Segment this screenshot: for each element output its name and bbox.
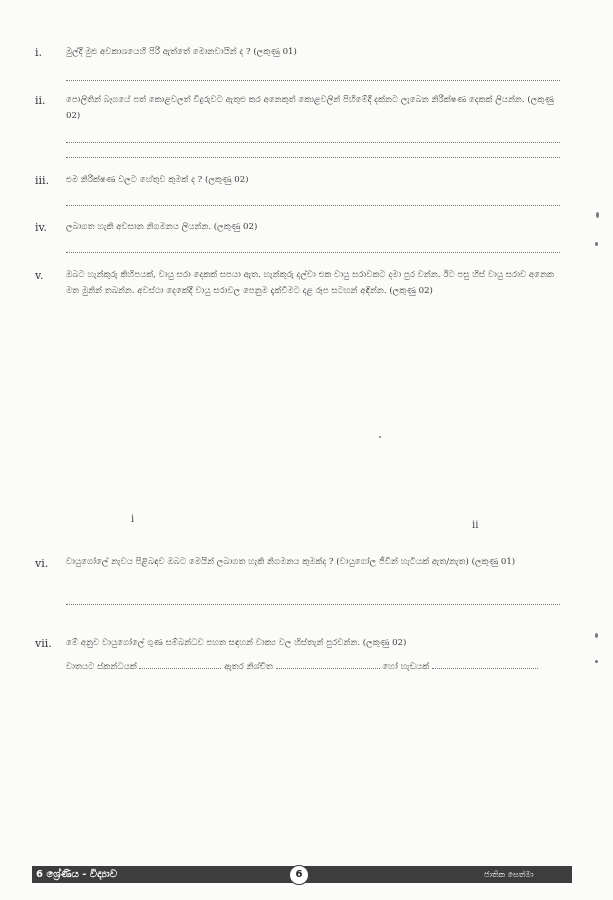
fill-in-part-1: වාතයට ස්කන්ධයක් — [66, 662, 137, 672]
question-v-text: ඔබට හැන්කුරු කිහිපයක්, වායු සරා දෙකක් සපයා ඇත. හැන්කුරු දල්වා එක වායු සරාවකට දමා පුර වන්න. ඊට පසු හිස් වායු සරාව අනෙක මත මුනින් තබන්න. අවස්ථා දෙකේදී වායු සරාවල පෙනුම දැක්විමට දළ රූප සටහන් අඳින්න. (ලකුණු 02) — [66, 270, 554, 296]
question-ii-text: පොලිතින් බෑගයේ පත් කොළවලත් වීදුරුවට ඇතුළු කර අනෙකුත් කොළවලින් පිහිමේදී දක්නට ලැබෙන නිරීක්ෂණ දෙකක් ලියන්න. (ලකුණු 02) — [66, 95, 554, 121]
question-number-vi: vi. — [35, 557, 49, 570]
question-number-i: i. — [35, 46, 43, 59]
scan-speck — [595, 242, 598, 246]
question-iii-text: එම නිරීක්ෂණ වලට හේතුව කුමක් ද ? (ලකුණු 02) — [66, 175, 249, 185]
diagram-label-ii: ii — [472, 520, 479, 531]
question-iv-text: ලබාගත හැකි අවසාන නිගමනය ලියන්න. (ලකුණු 02) — [66, 222, 258, 232]
question-vii-text: මේ අනුව වායුගෝලේ ගුණ සම්බන්ධව පහත සඳහන් වාක්‍ය වල හිස්තැන් පුරවන්න. (ලකුණු 02) — [66, 638, 407, 648]
answer-line-i — [66, 80, 560, 81]
answer-line-iv — [66, 252, 560, 253]
fill-in-blank-1[interactable] — [139, 660, 221, 669]
question-number-ii: ii. — [35, 94, 46, 107]
fill-in-part-3: හෝ හැඩයක් — [382, 662, 430, 672]
fill-in-part-2: ඇතර නිශ්චිත — [224, 662, 273, 672]
fill-in-sentence — [66, 660, 566, 672]
scan-speck — [595, 633, 598, 638]
footer-grade-subject: 6 ශ්‍රේණිය - විද්‍යාව — [36, 869, 118, 880]
scan-speck — [596, 212, 599, 218]
question-number-v: v. — [35, 269, 44, 282]
answer-line-vi — [66, 604, 560, 605]
scan-speck — [379, 436, 381, 438]
question-number-iii: iii. — [35, 174, 50, 187]
fill-in-blank-2[interactable] — [276, 660, 380, 669]
diagram-label-i: i — [131, 514, 135, 525]
answer-line-ii-2 — [66, 157, 560, 158]
scan-speck — [595, 660, 598, 663]
page-number: 6 — [289, 865, 309, 885]
question-vi-text: වායුගෝලේ නැවය පිළිබඳව ඔබට මෙයින් ලබාගත හැකි නිගමනය කුමක්ද ? (වායුගෝල ජීවීන් හැටියක් ඇත/නැත) (ලකුණු 01) — [66, 557, 516, 567]
fill-in-blank-3[interactable] — [432, 660, 538, 669]
question-number-iv: iv. — [35, 221, 47, 234]
question-i-text: මුල්දී මුළු අවකාශයෙහි පිරී ඇත්තේ මොනවායින් ද ? (ලකුණු 01) — [66, 47, 297, 57]
answer-line-iii — [66, 205, 560, 206]
answer-line-ii-1 — [66, 142, 560, 143]
footer-publisher: ජාතික සෙත්මා — [484, 870, 534, 879]
question-number-vii: vii. — [35, 637, 52, 650]
